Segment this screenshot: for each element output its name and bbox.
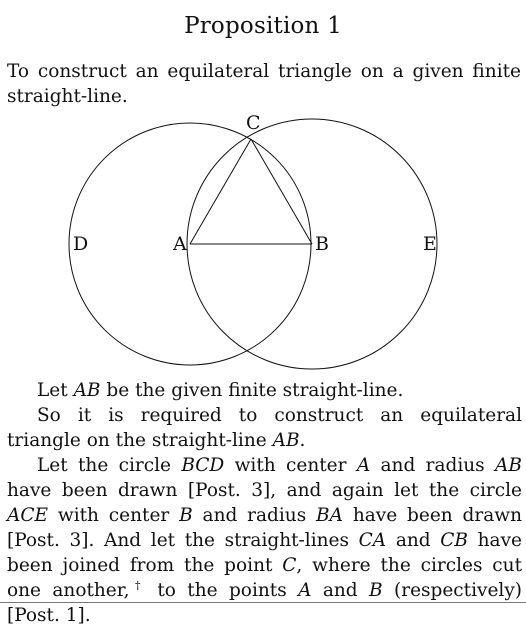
- label-c: C: [246, 112, 261, 134]
- proof-paragraph-1: Let AB be the given finite straight-line.: [37, 380, 404, 401]
- label-d: D: [73, 233, 89, 255]
- label-b: B: [315, 233, 329, 255]
- statement-line-2: straight-line.: [7, 86, 128, 107]
- dagger-footnote-mark[interactable]: †: [129, 578, 146, 592]
- segment-ca: [190, 139, 251, 244]
- proof-text: [7, 378, 522, 628]
- proposition-statement: [7, 59, 521, 109]
- page-bottom-rule: [0, 602, 526, 603]
- label-e: E: [423, 233, 437, 255]
- statement-line-1: To construct an equilateral triangle on a given finite: [7, 61, 521, 82]
- segment-cb: [251, 139, 312, 244]
- proof-paragraph-2: So it is required to construct an equilateral triangle on the straight-line AB.: [7, 405, 522, 451]
- construction-figure: [0, 105, 526, 370]
- proposition-title: Proposition 1: [184, 13, 342, 39]
- label-a: A: [173, 233, 187, 255]
- proof-paragraph-3: Let the circle BCD with center A and radius AB have been drawn [Post. 3], and again let the circle ACE with center B and radius BA have been drawn [Post. 3]. And let the straight-lines CA and CB have been joined from the point C, where the circles cut one another,† to the points A and B (respectively) [Post. 1].: [7, 455, 522, 626]
